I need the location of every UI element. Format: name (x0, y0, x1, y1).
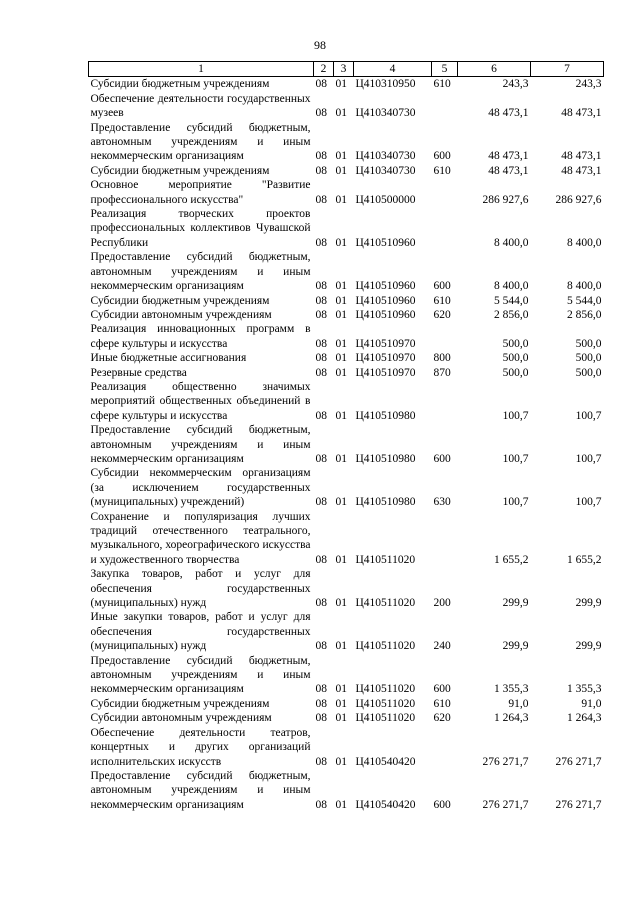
row-subsection: 01 (335, 366, 347, 379)
row-expense-type: 600 (433, 683, 451, 696)
row-subsection: 01 (335, 452, 347, 465)
row-amount-2: 100,7 (575, 452, 602, 465)
row-amount-1: 100,7 (502, 409, 529, 422)
row-amount-1: 8 400,0 (494, 280, 529, 293)
row-amount-1: 276 271,7 (482, 755, 529, 768)
table-row (89, 77, 604, 92)
row-subsection: 01 (335, 193, 347, 206)
row-subsection: 01 (335, 78, 347, 91)
row-subsection: 01 (335, 107, 347, 120)
row-target-article: Ц410510960 (355, 294, 416, 307)
row-section: 08 (315, 553, 327, 566)
table-row (89, 726, 604, 769)
row-name: Закупка товаров, работ и услуг для обеспечения государственных (муниципальных) нужд (90, 568, 311, 610)
row-name: Реализация общественно значимых мероприятий общественных объединений в сфере культуры и искусства (90, 380, 311, 422)
table-row (89, 423, 604, 466)
row-section: 08 (315, 640, 327, 653)
table-row (89, 294, 604, 308)
row-subsection: 01 (335, 337, 347, 350)
row-amount-2: 500,0 (575, 366, 602, 379)
row-amount-2: 276 271,7 (555, 798, 602, 811)
table-row (89, 567, 604, 610)
row-section: 08 (315, 78, 327, 91)
row-name: Сохранение и популяризация лучших традиций отечественного театрального, музыкального, хореографического искусства и художественного творчества (90, 510, 311, 566)
row-subsection: 01 (335, 409, 347, 422)
table-row (89, 164, 604, 178)
row-name: Основное мероприятие "Развитие профессионального искусства" (90, 179, 311, 206)
table-row (89, 366, 604, 380)
row-expense-type: 610 (433, 294, 451, 307)
row-name: Обеспечение деятельности театров, концертных и других организаций исполнительских искусств (90, 726, 311, 768)
row-section: 08 (315, 308, 327, 321)
row-name: Реализация творческих проектов профессиональных коллективов Чувашской Республики (90, 208, 311, 249)
row-name: Предоставление субсидий бюджетным, автономным учреждениям и иным некоммерческим организациям (90, 251, 311, 293)
table-row (89, 711, 604, 725)
row-target-article: Ц410510960 (355, 236, 416, 249)
row-amount-1: 500,0 (502, 337, 529, 350)
header-col-4: 4 (354, 62, 432, 77)
row-amount-2: 5 544,0 (567, 294, 602, 307)
row-name: Предоставление субсидий бюджетным, автономным учреждениям и иным некоммерческим организациям (90, 769, 311, 811)
row-amount-2: 299,9 (575, 640, 602, 653)
row-amount-2: 91,0 (581, 697, 602, 710)
row-subsection: 01 (335, 755, 347, 768)
row-section: 08 (315, 236, 327, 249)
row-target-article: Ц410510980 (355, 496, 416, 509)
row-target-article: Ц410510970 (355, 352, 416, 365)
row-amount-2: 1 655,2 (567, 553, 602, 566)
row-expense-type: 610 (433, 697, 451, 710)
row-subsection: 01 (335, 798, 347, 811)
table-body (89, 77, 604, 812)
row-section: 08 (315, 409, 327, 422)
row-subsection: 01 (335, 150, 347, 163)
row-target-article: Ц410511020 (355, 712, 416, 725)
row-target-article: Ц410510980 (355, 452, 416, 465)
row-expense-type: 610 (433, 78, 451, 91)
header-col-6: 6 (458, 62, 531, 77)
row-name: Субсидии автономным учреждениям (90, 308, 272, 321)
row-expense-type (432, 92, 458, 121)
row-subsection: 01 (335, 352, 347, 365)
row-target-article: Ц410540420 (355, 798, 416, 811)
header-col-3: 3 (334, 62, 354, 77)
row-target-article: Ц410511020 (355, 683, 416, 696)
table-row (89, 250, 604, 293)
row-subsection: 01 (335, 712, 347, 725)
row-section: 08 (315, 193, 327, 206)
table-row (89, 207, 604, 250)
row-subsection: 01 (335, 496, 347, 509)
row-expense-type: 600 (433, 280, 451, 293)
row-amount-1: 500,0 (502, 366, 529, 379)
header-col-5: 5 (432, 62, 458, 77)
row-amount-1: 91,0 (508, 697, 529, 710)
row-section: 08 (315, 150, 327, 163)
row-target-article: Ц410540420 (355, 755, 416, 768)
row-amount-1: 100,7 (502, 452, 529, 465)
row-section: 08 (315, 337, 327, 350)
row-subsection: 01 (335, 640, 347, 653)
row-amount-1: 2 856,0 (494, 308, 529, 321)
row-section: 08 (315, 164, 327, 177)
table-row (89, 769, 604, 812)
row-amount-2: 500,0 (575, 352, 602, 365)
row-expense-type: 600 (433, 452, 451, 465)
row-amount-2: 48 473,1 (561, 107, 602, 120)
table-row (89, 178, 604, 207)
table-row (89, 654, 604, 697)
row-section: 08 (315, 496, 327, 509)
row-target-article: Ц410510960 (355, 280, 416, 293)
row-section: 08 (315, 452, 327, 465)
row-expense-type (432, 322, 458, 351)
row-amount-1: 1 355,3 (494, 683, 529, 696)
row-amount-2: 299,9 (575, 597, 602, 610)
row-target-article: Ц410511020 (355, 640, 416, 653)
row-expense-type (432, 380, 458, 423)
row-amount-1: 286 927,6 (482, 193, 529, 206)
table-row (89, 466, 604, 509)
row-expense-type: 620 (433, 712, 451, 725)
row-name: Субсидии бюджетным учреждениям (90, 294, 270, 307)
row-name: Субсидии автономным учреждениям (90, 712, 272, 725)
row-section: 08 (315, 294, 327, 307)
header-row (89, 62, 604, 77)
row-amount-1: 299,9 (502, 597, 529, 610)
row-amount-2: 100,7 (575, 496, 602, 509)
row-name: Субсидии бюджетным учреждениям (90, 78, 270, 91)
row-amount-1: 48 473,1 (488, 164, 529, 177)
row-name: Предоставление субсидий бюджетным, автономным учреждениям и иным некоммерческим организациям (90, 121, 311, 163)
row-expense-type: 240 (433, 640, 451, 653)
row-amount-2: 1 264,3 (567, 712, 602, 725)
table-row (89, 351, 604, 365)
row-section: 08 (315, 683, 327, 696)
row-section: 08 (315, 107, 327, 120)
row-target-article: Ц410310950 (355, 78, 416, 91)
row-target-article: Ц410500000 (355, 193, 416, 206)
header-col-1: 1 (89, 62, 314, 77)
row-target-article: Ц410340730 (355, 150, 416, 163)
row-name: Реализация инновационных программ в сфере культуры и искусства (90, 323, 311, 350)
row-section: 08 (315, 712, 327, 725)
row-amount-2: 8 400,0 (567, 236, 602, 249)
row-section: 08 (315, 798, 327, 811)
row-name: Субсидии некоммерческим организациям (за исключением государственных (муниципальных) учреждений) (90, 467, 311, 509)
row-amount-1: 276 271,7 (482, 798, 529, 811)
row-section: 08 (315, 280, 327, 293)
row-name: Иные закупки товаров, работ и услуг для обеспечения государственных (муниципальных) нужд (90, 611, 311, 653)
row-target-article: Ц410340730 (355, 164, 416, 177)
row-amount-2: 2 856,0 (567, 308, 602, 321)
row-expense-type: 620 (433, 308, 451, 321)
row-amount-1: 100,7 (502, 496, 529, 509)
row-name: Обеспечение деятельности государственных музеев (90, 92, 311, 120)
row-amount-1: 243,3 (502, 78, 529, 91)
row-subsection: 01 (335, 683, 347, 696)
row-expense-type (432, 726, 458, 769)
row-name: Иные бюджетные ассигнования (90, 352, 247, 365)
row-amount-1: 299,9 (502, 640, 529, 653)
row-amount-2: 48 473,1 (561, 164, 602, 177)
row-target-article: Ц410510970 (355, 337, 416, 350)
row-target-article: Ц410510970 (355, 366, 416, 379)
page-number: 98 (314, 38, 326, 52)
row-expense-type: 600 (433, 798, 451, 811)
row-name: Субсидии бюджетным учреждениям (90, 697, 270, 710)
table-row (89, 510, 604, 568)
row-target-article: Ц410511020 (355, 697, 416, 710)
row-subsection: 01 (335, 308, 347, 321)
row-section: 08 (315, 366, 327, 379)
row-subsection: 01 (335, 294, 347, 307)
row-section: 08 (315, 597, 327, 610)
row-amount-2: 8 400,0 (567, 280, 602, 293)
row-expense-type: 600 (433, 150, 451, 163)
table-row (89, 121, 604, 164)
row-expense-type (432, 510, 458, 568)
row-section: 08 (315, 352, 327, 365)
row-subsection: 01 (335, 553, 347, 566)
row-subsection: 01 (335, 697, 347, 710)
row-expense-type (432, 178, 458, 207)
row-target-article: Ц410510960 (355, 308, 416, 321)
row-expense-type: 630 (433, 496, 451, 509)
row-amount-2: 100,7 (575, 409, 602, 422)
row-name: Предоставление субсидий бюджетным, автономным учреждениям и иным некоммерческим организациям (90, 424, 311, 465)
row-amount-2: 243,3 (575, 78, 602, 91)
row-amount-1: 48 473,1 (488, 150, 529, 163)
row-amount-2: 1 355,3 (567, 683, 602, 696)
row-subsection: 01 (335, 280, 347, 293)
row-subsection: 01 (335, 597, 347, 610)
row-subsection: 01 (335, 164, 347, 177)
row-expense-type: 200 (433, 597, 451, 610)
row-subsection: 01 (335, 236, 347, 249)
table-row (89, 380, 604, 423)
budget-table (88, 61, 604, 812)
row-amount-2: 48 473,1 (561, 150, 602, 163)
row-expense-type: 800 (433, 352, 451, 365)
row-amount-1: 1 655,2 (494, 553, 529, 566)
row-name: Предоставление субсидий бюджетным, автономным учреждениям и иным некоммерческим организациям (90, 654, 311, 696)
row-target-article: Ц410511020 (355, 553, 416, 566)
header-col-7: 7 (531, 62, 604, 77)
row-amount-2: 500,0 (575, 337, 602, 350)
row-expense-type: 610 (433, 164, 451, 177)
row-section: 08 (315, 755, 327, 768)
row-amount-1: 48 473,1 (488, 107, 529, 120)
row-target-article: Ц410510980 (355, 409, 416, 422)
row-name: Субсидии бюджетным учреждениям (90, 164, 270, 177)
row-amount-1: 5 544,0 (494, 294, 529, 307)
row-expense-type (432, 207, 458, 250)
table-row (89, 92, 604, 121)
row-expense-type: 870 (433, 366, 451, 379)
table-row (89, 697, 604, 711)
row-target-article: Ц410511020 (355, 597, 416, 610)
row-section: 08 (315, 697, 327, 710)
row-amount-2: 276 271,7 (555, 755, 602, 768)
row-amount-1: 8 400,0 (494, 236, 529, 249)
table-row (89, 322, 604, 351)
row-amount-2: 286 927,6 (555, 193, 602, 206)
row-name: Резервные средства (90, 366, 187, 379)
row-amount-1: 1 264,3 (494, 712, 529, 725)
row-target-article: Ц410340730 (355, 107, 416, 120)
header-col-2: 2 (314, 62, 334, 77)
table-row (89, 610, 604, 653)
row-amount-1: 500,0 (502, 352, 529, 365)
table-header (89, 62, 604, 77)
table-row (89, 308, 604, 322)
